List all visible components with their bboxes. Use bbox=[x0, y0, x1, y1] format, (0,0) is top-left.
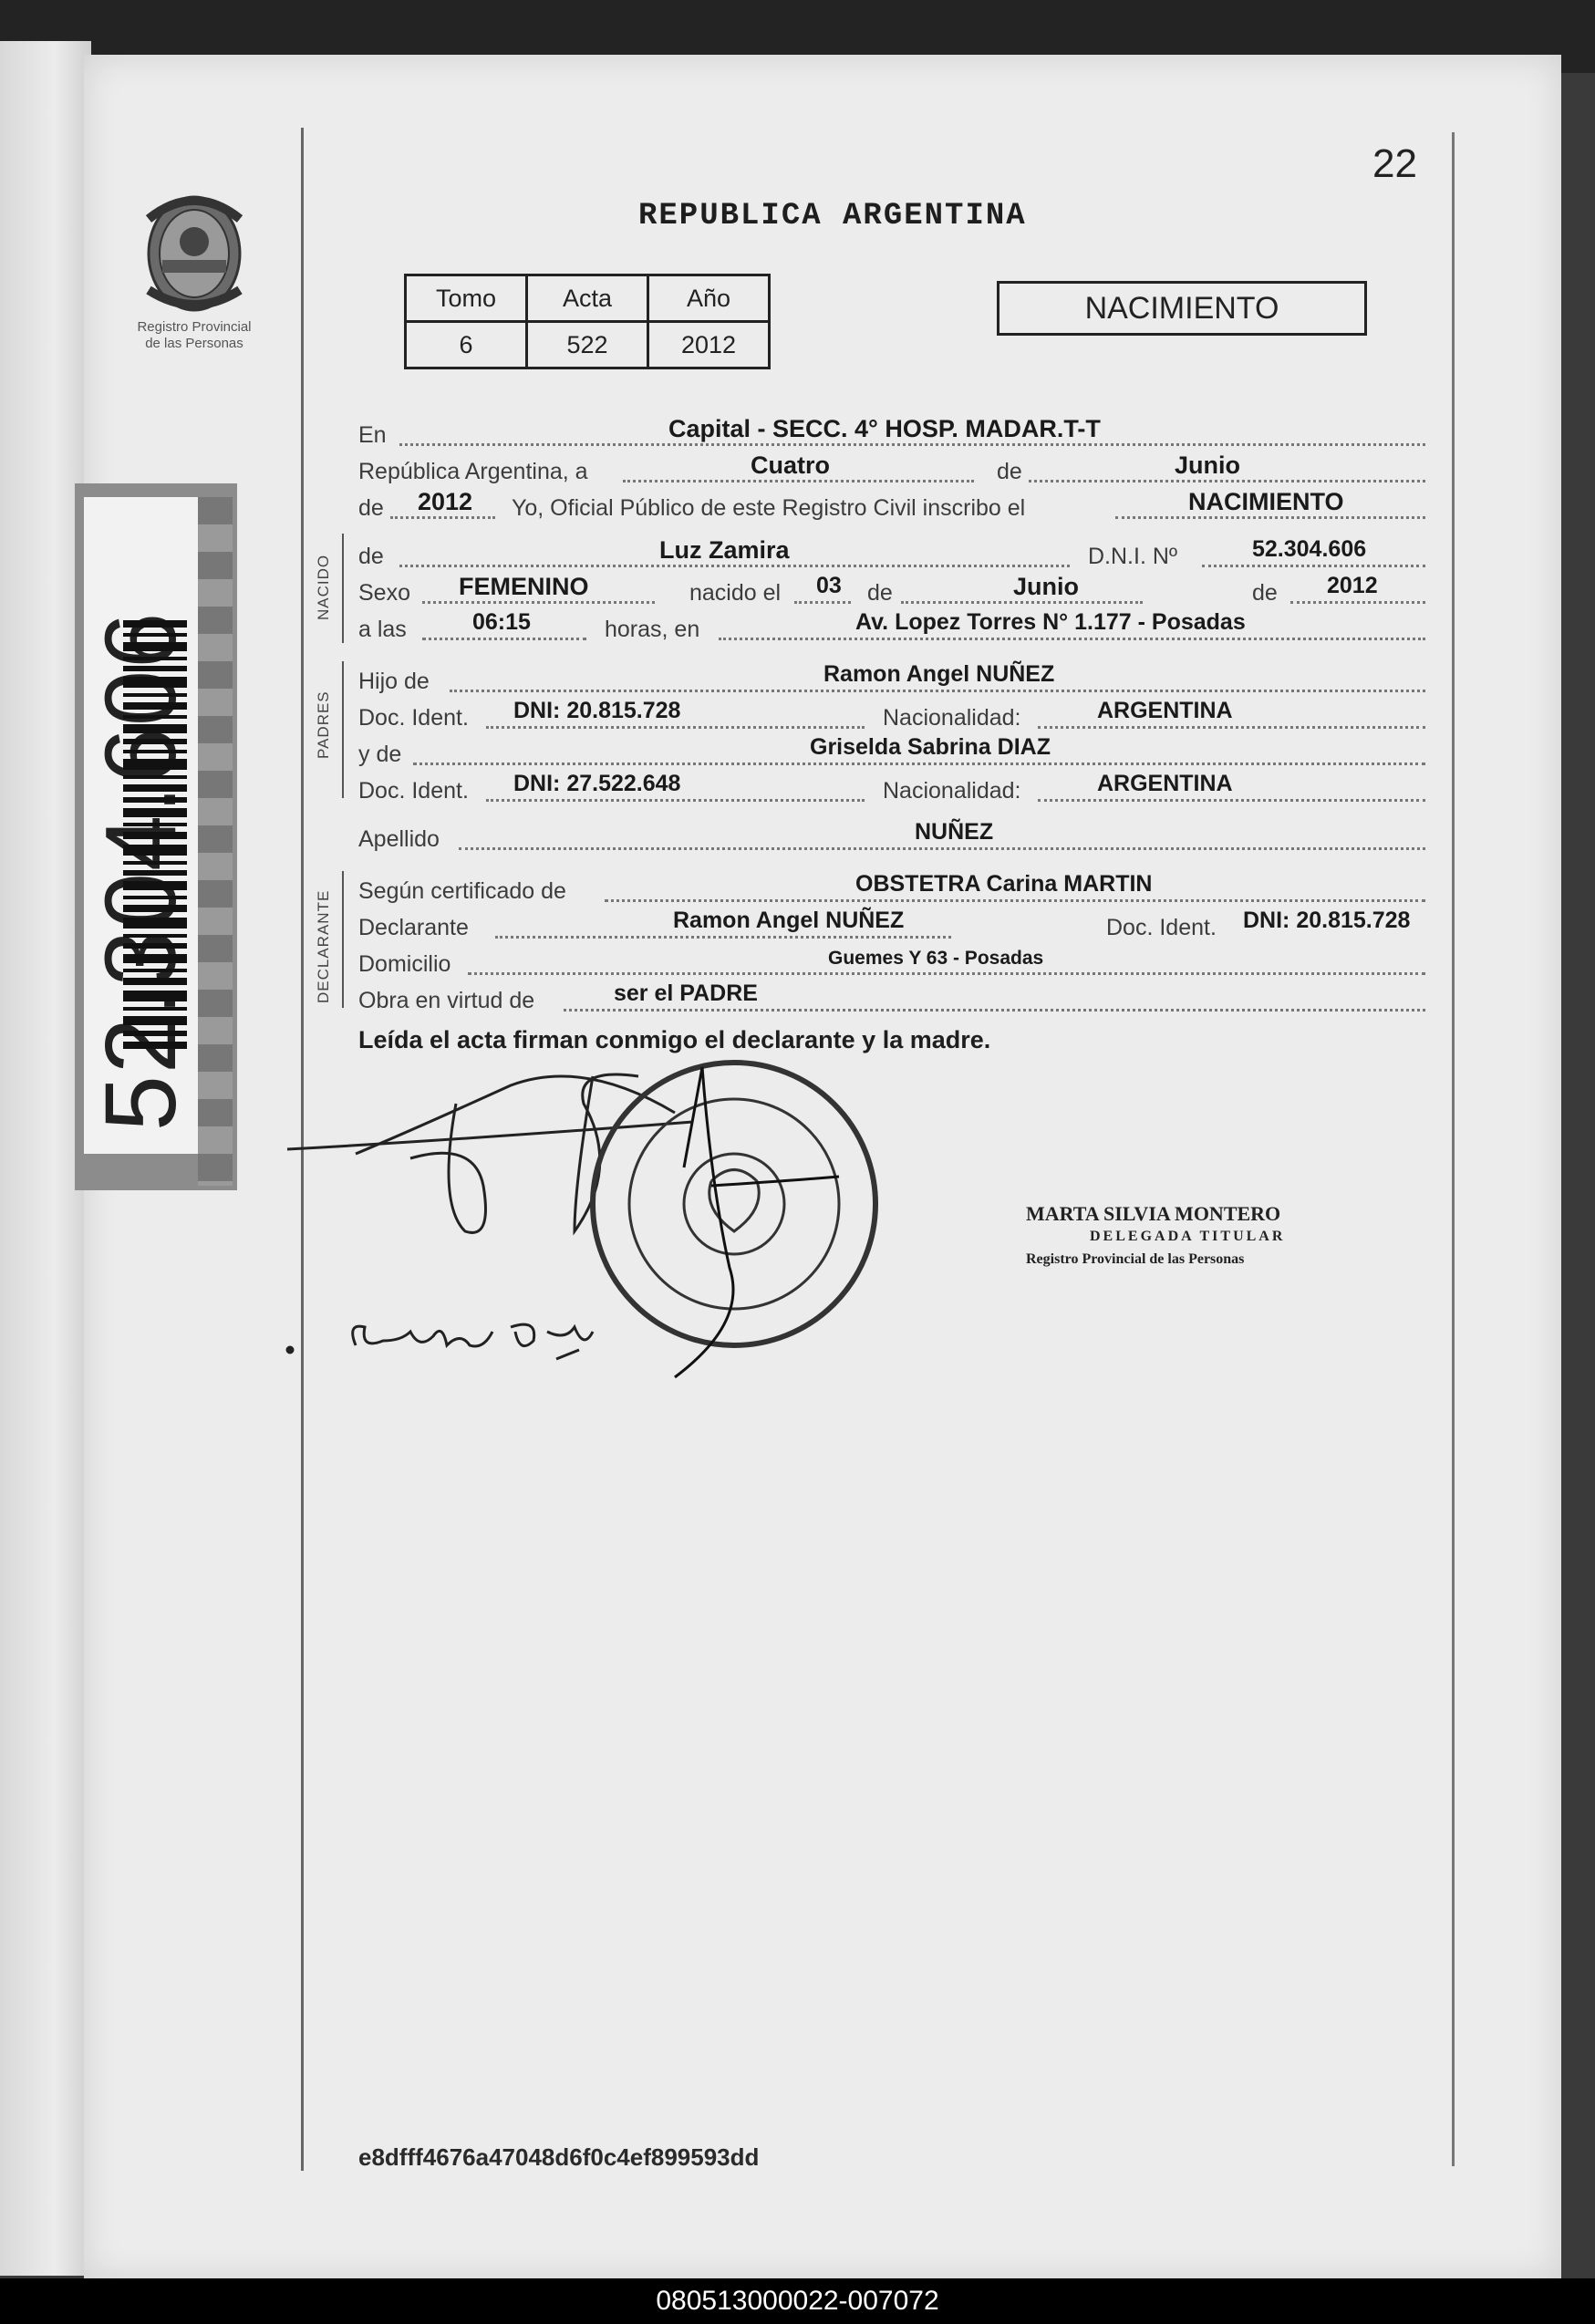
label-de-name: de bbox=[358, 544, 384, 569]
closing-statement: Leída el acta firman conmigo el declarante y la madre. bbox=[358, 1026, 991, 1053]
label-apellido: Apellido bbox=[358, 826, 440, 852]
label-de: de bbox=[997, 459, 1022, 484]
value-declarant-doc: DNI: 20.815.728 bbox=[1243, 908, 1411, 933]
value-sex: FEMENINO bbox=[459, 573, 589, 600]
value-certificate: OBSTETRA Carina MARTIN bbox=[855, 871, 1153, 897]
row-certificate bbox=[358, 871, 1430, 908]
row-father-doc bbox=[358, 698, 1430, 734]
page-number: 22 bbox=[1372, 141, 1417, 186]
dotted-line bbox=[605, 899, 1425, 902]
value-father-nationality: ARGENTINA bbox=[1097, 698, 1233, 723]
country-title: REPUBLICA ARGENTINA bbox=[638, 199, 1027, 233]
label-horas: horas, en bbox=[605, 617, 700, 642]
row-surname bbox=[358, 819, 1430, 856]
label-de-month: de bbox=[867, 580, 893, 606]
value-declarant: Ramon Angel NUÑEZ bbox=[673, 908, 905, 933]
value-dni: 52.304.606 bbox=[1252, 536, 1367, 562]
value-birth-day: 03 bbox=[816, 573, 842, 598]
label-doc-ident3: Doc. Ident. bbox=[1106, 915, 1217, 940]
row-year bbox=[358, 488, 1430, 524]
dotted-line bbox=[794, 601, 851, 604]
section-divider bbox=[342, 661, 344, 798]
stamp-org: Registro Provincial de las Personas bbox=[1026, 1251, 1245, 1267]
sticker-pattern bbox=[198, 497, 233, 1186]
ref-value-ano: 2012 bbox=[648, 322, 770, 368]
value-birth-place: Av. Lopez Torres N° 1.177 - Posadas bbox=[855, 609, 1246, 635]
ref-header-ano: Año bbox=[648, 275, 770, 322]
stamp-title: DELEGADA TITULAR bbox=[1090, 1229, 1286, 1244]
label-doc-ident: Doc. Ident. bbox=[358, 705, 469, 731]
dotted-line bbox=[1029, 480, 1425, 482]
dotted-line bbox=[623, 480, 974, 482]
dotted-line bbox=[399, 443, 1425, 446]
dotted-line bbox=[1202, 565, 1425, 567]
dotted-line bbox=[1038, 726, 1425, 729]
row-reason bbox=[358, 980, 1430, 1017]
value-father-doc: DNI: 20.815.728 bbox=[513, 698, 681, 723]
dotted-line bbox=[413, 763, 1425, 765]
label-nacido: nacido el bbox=[689, 580, 782, 606]
label-y-de: y de bbox=[358, 742, 402, 767]
value-father: Ramon Angel NUÑEZ bbox=[823, 661, 1055, 687]
row-mother-doc bbox=[358, 771, 1430, 807]
dotted-line bbox=[1290, 601, 1425, 604]
document-hash: e8dfff4676a47048d6f0c4ef899593dd bbox=[358, 2143, 760, 2171]
row-address bbox=[358, 944, 1430, 980]
dotted-line bbox=[468, 972, 1425, 975]
label-nacionalidad: Nacionalidad: bbox=[883, 705, 1021, 731]
ref-value-tomo: 6 bbox=[406, 322, 527, 368]
section-divider bbox=[342, 534, 344, 643]
scan-id: 080513000022-007072 bbox=[0, 2278, 1595, 2324]
row-date bbox=[358, 451, 1430, 488]
reference-table bbox=[404, 274, 771, 369]
provincial-emblem bbox=[108, 182, 281, 392]
dotted-line bbox=[486, 726, 865, 729]
dotted-line bbox=[564, 1009, 1425, 1012]
value-month: Junio bbox=[1175, 451, 1240, 479]
dotted-line bbox=[719, 638, 1425, 640]
value-time: 06:15 bbox=[472, 609, 531, 635]
dotted-line bbox=[495, 936, 951, 939]
label-nacionalidad2: Nacionalidad: bbox=[883, 778, 1021, 804]
mother-signature-icon bbox=[287, 1324, 593, 1359]
coat-of-arms-icon bbox=[135, 182, 254, 319]
label-declarante: Declarante bbox=[358, 915, 469, 940]
label-doc-ident2: Doc. Ident. bbox=[358, 778, 469, 804]
section-label-padres: PADRES bbox=[315, 690, 332, 759]
dotted-line bbox=[901, 601, 1143, 604]
dotted-line bbox=[422, 601, 655, 604]
row-mother bbox=[358, 734, 1430, 771]
dotted-line bbox=[390, 516, 495, 519]
label-de-year2: de bbox=[1252, 580, 1278, 606]
section-divider bbox=[342, 871, 344, 1008]
value-address: Guemes Y 63 - Posadas bbox=[828, 948, 1044, 969]
row-place bbox=[358, 415, 1430, 451]
dotted-line bbox=[422, 638, 586, 640]
dotted-line bbox=[1038, 799, 1425, 802]
dotted-line bbox=[399, 565, 1070, 567]
value-reason: ser el PADRE bbox=[614, 980, 758, 1006]
row-sex bbox=[358, 573, 1430, 609]
label-de-year: de bbox=[358, 495, 384, 521]
value-place: Capital - SECC. 4° HOSP. MADAR.T-T bbox=[668, 415, 1101, 442]
label-sexo: Sexo bbox=[358, 580, 410, 606]
value-mother-doc: DNI: 27.522.648 bbox=[513, 771, 681, 796]
row-name bbox=[358, 536, 1430, 573]
dotted-line bbox=[486, 799, 865, 802]
label-yo: Yo, Oficial Público de este Registro Civil inscribo el bbox=[512, 495, 1026, 521]
record-type-box: NACIMIENTO bbox=[997, 281, 1367, 336]
label-dni: D.N.I. Nº bbox=[1088, 544, 1178, 569]
barcode-icon bbox=[123, 620, 187, 1049]
section-label-declarante: DECLARANTE bbox=[315, 889, 332, 1003]
value-birth-month: Junio bbox=[1013, 573, 1079, 600]
label-republica: República Argentina, a bbox=[358, 459, 588, 484]
label-obra: Obra en virtud de bbox=[358, 988, 535, 1013]
value-name: Luz Zamira bbox=[659, 536, 790, 564]
row-father bbox=[358, 661, 1430, 698]
row-time bbox=[358, 609, 1430, 646]
dotted-line bbox=[1115, 516, 1425, 519]
ref-header-tomo: Tomo bbox=[406, 275, 527, 322]
official-seal-icon bbox=[593, 1063, 875, 1345]
ref-value-acta: 522 bbox=[527, 322, 648, 368]
label-segun: Según certificado de bbox=[358, 878, 566, 904]
value-record: NACIMIENTO bbox=[1188, 488, 1344, 515]
label-a-las: a las bbox=[358, 617, 407, 642]
ref-header-acta: Acta bbox=[527, 275, 648, 322]
row-declarant bbox=[358, 908, 1430, 944]
emblem-label-2: de las Personas bbox=[145, 336, 243, 351]
dotted-line bbox=[450, 690, 1425, 692]
declarant-signature-icon bbox=[287, 1074, 693, 1232]
value-birth-year: 2012 bbox=[1327, 573, 1378, 598]
official-signature-icon bbox=[675, 1067, 839, 1377]
value-surname: NUÑEZ bbox=[915, 819, 994, 845]
label-hijo-de: Hijo de bbox=[358, 669, 430, 694]
dotted-line bbox=[459, 847, 1425, 850]
value-mother-nationality: ARGENTINA bbox=[1097, 771, 1233, 796]
value-mother: Griselda Sabrina DIAZ bbox=[810, 734, 1051, 760]
label-domicilio: Domicilio bbox=[358, 951, 451, 977]
value-day-word: Cuatro bbox=[751, 451, 830, 479]
label-en: En bbox=[358, 422, 387, 448]
section-label-nacido: NACIDO bbox=[315, 554, 332, 620]
emblem-label-1: Registro Provincial bbox=[137, 319, 252, 335]
value-year: 2012 bbox=[418, 488, 473, 515]
stamp-name: MARTA SILVIA MONTERO bbox=[1026, 1202, 1281, 1225]
officer-stamp bbox=[1026, 1202, 1372, 1271]
